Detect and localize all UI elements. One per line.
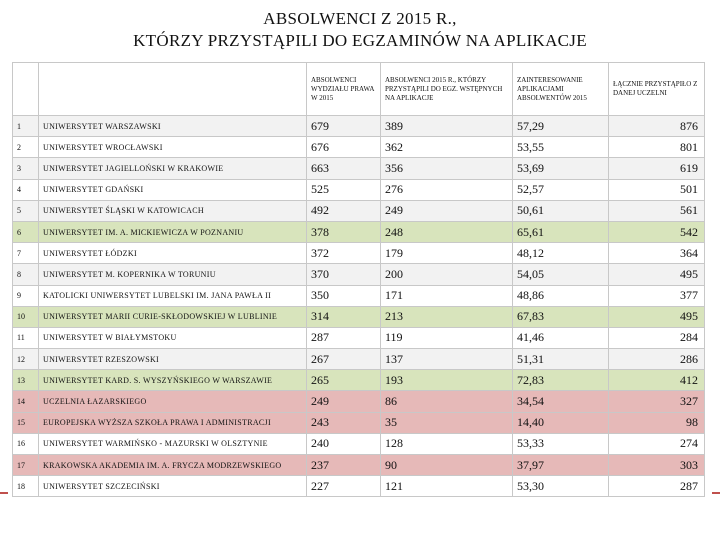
table-row: [13, 116, 705, 137]
table-body: [13, 116, 705, 497]
row-applicants: 249: [381, 200, 513, 221]
table-row: [13, 285, 705, 306]
table-row: [13, 327, 705, 348]
table-row: [13, 158, 705, 179]
table-row: [13, 264, 705, 285]
row-applicants: 356: [381, 158, 513, 179]
row-interest: 67,83: [513, 306, 609, 327]
row-university: UNIWERSYTET GDAŃSKI: [39, 179, 307, 200]
row-total: 98: [609, 412, 705, 433]
row-graduates: 663: [307, 158, 381, 179]
header-interest: ZAINTERESOWANIE APLIKACJAMI ABSOLWENTÓW 2015: [513, 63, 609, 116]
row-total: 495: [609, 306, 705, 327]
row-interest: 48,12: [513, 243, 609, 264]
row-index: 6: [13, 221, 39, 242]
row-index: 4: [13, 179, 39, 200]
row-university: UNIWERSYTET MARII CURIE-SKŁODOWSKIEJ W LUBLINIE: [39, 306, 307, 327]
row-interest: 37,97: [513, 455, 609, 476]
table-row: [13, 476, 705, 497]
row-university: EUROPEJSKA WYŻSZA SZKOŁA PRAWA I ADMINISTRACJI: [39, 412, 307, 433]
row-applicants: 362: [381, 137, 513, 158]
header-graduates: ABSOLWENCI WYDZIAŁU PRAWA W 2015: [307, 63, 381, 116]
row-index: 15: [13, 412, 39, 433]
table-row: [13, 179, 705, 200]
header-total: ŁĄCZNIE PRZYSTĄPIŁO Z DANEJ UCZELNI: [609, 63, 705, 116]
title-line-2: KTÓRZY PRZYSTĄPILI DO EGZAMINÓW NA APLIKACJE: [133, 31, 587, 50]
row-applicants: 35: [381, 412, 513, 433]
table-row: [13, 349, 705, 370]
row-index: 17: [13, 455, 39, 476]
row-applicants: 90: [381, 455, 513, 476]
row-graduates: 492: [307, 200, 381, 221]
row-graduates: 227: [307, 476, 381, 497]
row-total: 876: [609, 116, 705, 137]
row-index: 3: [13, 158, 39, 179]
header-applicants: ABSOLWENCI 2015 R., KTÓRZY PRZYSTĄPILI DO EGZ. WSTĘPNYCH NA APLIKACJE: [381, 63, 513, 116]
row-graduates: 679: [307, 116, 381, 137]
row-university: UNIWERSYTET IM. A. MICKIEWICZA W POZNANIU: [39, 221, 307, 242]
row-university: UNIWERSYTET ŚLĄSKI W KATOWICACH: [39, 200, 307, 221]
row-total: 495: [609, 264, 705, 285]
row-interest: 54,05: [513, 264, 609, 285]
row-applicants: 179: [381, 243, 513, 264]
row-applicants: 193: [381, 370, 513, 391]
row-applicants: 200: [381, 264, 513, 285]
row-total: 364: [609, 243, 705, 264]
row-applicants: 119: [381, 327, 513, 348]
row-university: UNIWERSYTET WROCŁAWSKI: [39, 137, 307, 158]
row-total: 501: [609, 179, 705, 200]
row-applicants: 276: [381, 179, 513, 200]
row-graduates: 525: [307, 179, 381, 200]
table-row: [13, 455, 705, 476]
row-university: UNIWERSYTET KARD. S. WYSZYŃSKIEGO W WARSZAWIE: [39, 370, 307, 391]
row-interest: 65,61: [513, 221, 609, 242]
row-graduates: 350: [307, 285, 381, 306]
row-index: 5: [13, 200, 39, 221]
row-index: 13: [13, 370, 39, 391]
row-graduates: 676: [307, 137, 381, 158]
row-graduates: 237: [307, 455, 381, 476]
row-university: UNIWERSYTET RZESZOWSKI: [39, 349, 307, 370]
row-index: 7: [13, 243, 39, 264]
row-total: 287: [609, 476, 705, 497]
row-university: UNIWERSYTET SZCZECIŃSKI: [39, 476, 307, 497]
table-row: [13, 412, 705, 433]
row-applicants: 121: [381, 476, 513, 497]
row-graduates: 243: [307, 412, 381, 433]
row-graduates: 267: [307, 349, 381, 370]
row-interest: 48,86: [513, 285, 609, 306]
row-index: 10: [13, 306, 39, 327]
row-interest: 53,69: [513, 158, 609, 179]
row-graduates: 372: [307, 243, 381, 264]
row-applicants: 248: [381, 221, 513, 242]
row-graduates: 370: [307, 264, 381, 285]
row-total: 542: [609, 221, 705, 242]
row-university: UCZELNIA ŁAZARSKIEGO: [39, 391, 307, 412]
row-total: 619: [609, 158, 705, 179]
row-total: 801: [609, 137, 705, 158]
table-row: [13, 433, 705, 454]
title-line-1: ABSOLWENCI Z 2015 R.,: [263, 9, 457, 28]
row-index: 14: [13, 391, 39, 412]
table-row: [13, 370, 705, 391]
row-graduates: 378: [307, 221, 381, 242]
table-row: [13, 200, 705, 221]
row-applicants: 137: [381, 349, 513, 370]
row-total: 412: [609, 370, 705, 391]
row-index: 8: [13, 264, 39, 285]
row-interest: 52,57: [513, 179, 609, 200]
row-index: 18: [13, 476, 39, 497]
row-interest: 51,31: [513, 349, 609, 370]
row-interest: 53,55: [513, 137, 609, 158]
row-university: KRAKOWSKA AKADEMIA IM. A. FRYCZA MODRZEWSKIEGO: [39, 455, 307, 476]
row-interest: 50,61: [513, 200, 609, 221]
row-interest: 57,29: [513, 116, 609, 137]
row-index: 16: [13, 433, 39, 454]
header-row: [13, 63, 705, 116]
row-total: 286: [609, 349, 705, 370]
row-graduates: 314: [307, 306, 381, 327]
row-university: UNIWERSYTET WARSZAWSKI: [39, 116, 307, 137]
row-interest: 53,33: [513, 433, 609, 454]
row-applicants: 389: [381, 116, 513, 137]
row-university: UNIWERSYTET JAGIELLOŃSKI W KRAKOWIE: [39, 158, 307, 179]
row-index: 2: [13, 137, 39, 158]
row-applicants: 213: [381, 306, 513, 327]
table-row: [13, 221, 705, 242]
row-graduates: 265: [307, 370, 381, 391]
results-table: [12, 62, 705, 497]
row-index: 11: [13, 327, 39, 348]
row-total: 274: [609, 433, 705, 454]
row-total: 561: [609, 200, 705, 221]
row-graduates: 240: [307, 433, 381, 454]
row-total: 284: [609, 327, 705, 348]
row-graduates: 249: [307, 391, 381, 412]
table-row: [13, 137, 705, 158]
table-row: [13, 391, 705, 412]
row-applicants: 171: [381, 285, 513, 306]
row-interest: 34,54: [513, 391, 609, 412]
table-row: [13, 306, 705, 327]
row-total: 377: [609, 285, 705, 306]
row-university: UNIWERSYTET W BIAŁYMSTOKU: [39, 327, 307, 348]
row-index: 9: [13, 285, 39, 306]
row-index: 1: [13, 116, 39, 137]
row-applicants: 86: [381, 391, 513, 412]
row-total: 327: [609, 391, 705, 412]
edge-accent-left: [0, 492, 8, 494]
row-applicants: 128: [381, 433, 513, 454]
row-index: 12: [13, 349, 39, 370]
table-row: [13, 243, 705, 264]
row-interest: 72,83: [513, 370, 609, 391]
row-university: UNIWERSYTET M. KOPERNIKA W TORUNIU: [39, 264, 307, 285]
row-interest: 53,30: [513, 476, 609, 497]
row-university: KATOLICKI UNIWERSYTET LUBELSKI IM. JANA PAWŁA II: [39, 285, 307, 306]
row-interest: 41,46: [513, 327, 609, 348]
header-index: [13, 63, 39, 116]
row-graduates: 287: [307, 327, 381, 348]
header-university: [39, 63, 307, 116]
row-interest: 14,40: [513, 412, 609, 433]
row-university: UNIWERSYTET ŁÓDZKI: [39, 243, 307, 264]
page-title: [0, 8, 720, 52]
edge-accent-right: [712, 492, 720, 494]
row-university: UNIWERSYTET WARMIŃSKO - MAZURSKI W OLSZTYNIE: [39, 433, 307, 454]
row-total: 303: [609, 455, 705, 476]
